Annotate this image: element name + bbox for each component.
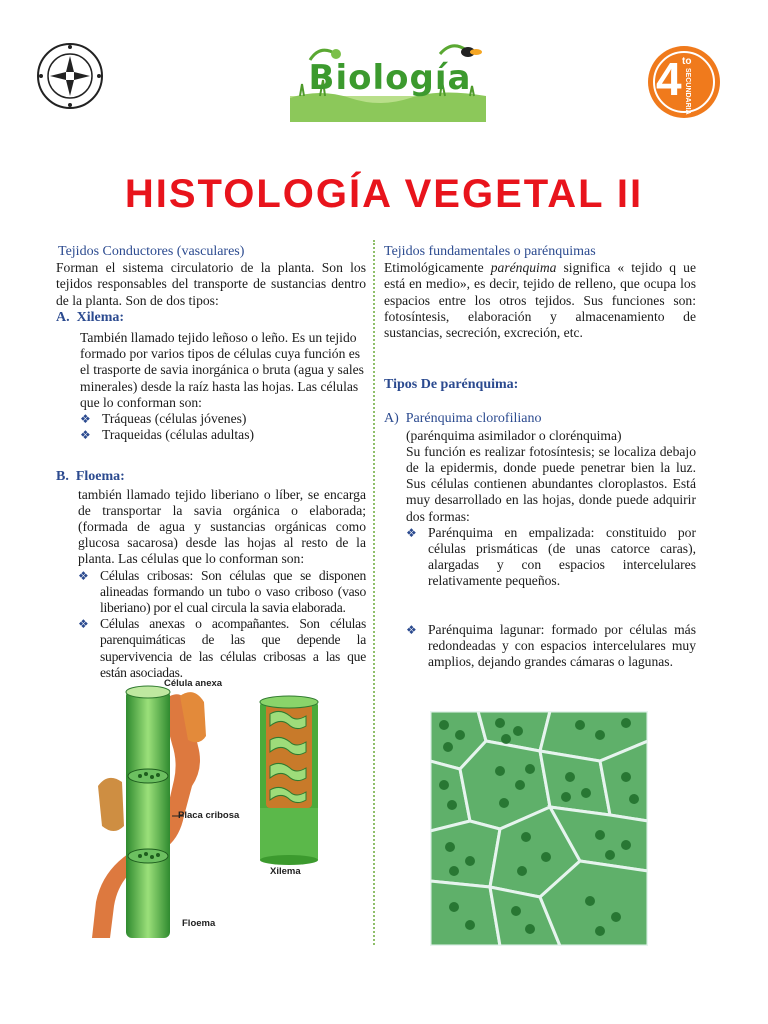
grade-badge — [646, 44, 722, 120]
fundamentales-heading: Tejidos fundamentales o parénquimas — [384, 244, 596, 259]
list-item-text: Células anexas o acompañantes. Son células parenquimáticas de las que depende la supervivencia de las células cribosas a las que están asociadas. — [100, 616, 366, 680]
list-item — [80, 427, 366, 443]
conductores-intro: Forman el sistema circulatorio de la planta. Son los tejidos responsables del transporte de sustancias dentro de la planta. Son de dos tipos: — [56, 260, 366, 308]
conductores-heading: Tejidos Conductores (vasculares) — [58, 244, 245, 259]
xilema-diagram — [248, 690, 348, 890]
floema-text: también llamado tejido liberiano o líber, se encarga de transportar la savia orgánica o elaborada; (formada de agua y sustancias orgánicas como glucosa sacarosa) desde las hojas al resto de la planta. Las células que lo conforman son: — [78, 486, 366, 567]
tipos-heading: Tipos De parénquima: — [384, 377, 519, 393]
xilema-heading: A. Xilema: — [56, 309, 125, 325]
biologia-logo-text: Biología — [308, 58, 472, 98]
fundamentales-intro — [384, 260, 696, 341]
list-item-text: Traqueidas (células adultas) — [102, 427, 255, 443]
list-item-text: Parénquima lagunar: formado por células más redondeadas y con espacios intercelulares muy amplios, dejando grandes cámaras o lagunas. — [428, 621, 696, 670]
intro-text-a: Etimológicamente — [384, 260, 491, 276]
list-item — [406, 622, 696, 671]
diamond-bullet-icon: ❖ — [78, 617, 89, 632]
list-item — [78, 616, 366, 681]
grade-number: 4 — [656, 53, 682, 105]
diamond-bullet-icon: ❖ — [78, 568, 89, 583]
label-xilema: Xilema — [270, 866, 301, 877]
label-celula-anexa: Célula anexa — [164, 678, 223, 689]
floema-heading: B. Floema: — [56, 469, 125, 485]
biologia-logo — [290, 40, 486, 124]
parenquima-list — [406, 525, 696, 670]
xilema-text: También llamado tejido leñoso o leño. Es un tejido formado por varios tipos de células cuya función es el trasporte de savia inorgánica o bruta (agua y sales minerales) desde la raíz hasta las hojas. Las células que lo conforman son: — [80, 330, 364, 410]
list-item — [406, 525, 696, 590]
list-item-text: Parénquima en empalizada: constituido por células prismáticas (de unas catorce caras), alargadas y con espacios intercelulares relativamente pequeños. — [428, 524, 696, 589]
page-title: HISTOLOGÍA VEGETAL II — [124, 172, 644, 216]
diamond-bullet-icon: ❖ — [80, 428, 91, 443]
clorofiliano-subtitle: (parénquima asimilador o clorénquima) — [406, 427, 622, 443]
list-item-text: Células cribosas: Son células que se disponen alineadas formando un tubo o vaso criboso (vaso liberiano) por el cual circula la savia elaborada. — [100, 567, 366, 616]
diamond-bullet-icon: ❖ — [406, 622, 417, 637]
right-column — [384, 244, 696, 670]
floema-list — [78, 568, 366, 681]
list-item-text: Tráqueas (células jóvenes) — [102, 411, 247, 427]
school-seal-logo — [36, 42, 104, 110]
clorofiliano-heading: A) Parénquima clorofiliano — [384, 411, 542, 427]
xilema-list — [80, 411, 366, 443]
column-divider — [373, 240, 375, 945]
intro-text-b: significa « tejido q ue está en medio», es decir, tejido de relleno, que ocupa los espacios entre los otros tejidos. Sus funciones son: fotosíntesis, elaboración y almacenamiento de sustancias, secreción, excreción, etc. — [384, 260, 696, 341]
list-item — [78, 568, 366, 617]
intro-term: parénquima — [490, 260, 557, 276]
left-column — [56, 244, 366, 681]
grade-superscript: to — [682, 56, 692, 67]
label-floema: Floema — [182, 918, 216, 929]
parenquima-micrograph — [430, 711, 648, 946]
label-placa-cribosa: Placa cribosa — [178, 810, 240, 821]
grade-level: SECUNDARIA — [684, 68, 691, 115]
diamond-bullet-icon: ❖ — [80, 412, 91, 427]
list-item — [80, 411, 366, 427]
diamond-bullet-icon: ❖ — [406, 525, 417, 540]
clorofiliano-text: Su función es realizar fotosíntesis; se localiza debajo de la epidermis, donde puede penetrar bien la luz. Sus células contienen abundantes cloroplastos. Está muy desarrollado en las hojas, donde puede adquirir dos formas: — [406, 443, 696, 524]
